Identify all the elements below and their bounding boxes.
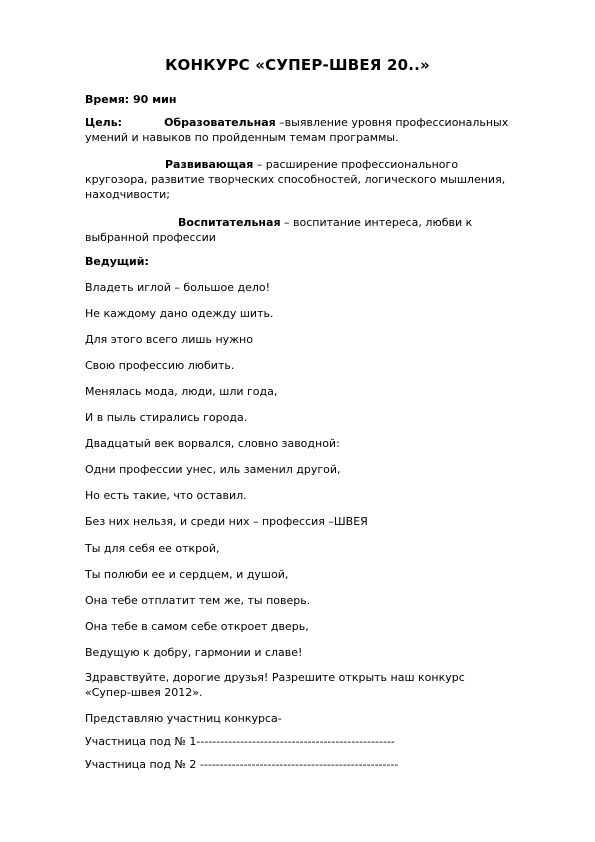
verse-line: Без них нельзя, и среди них – профессия –ШВЕЯ [85,515,368,528]
verse-line: Двадцатый век ворвался, словно заводной: [85,437,340,450]
verse-line: Для этого всего лишь нужно [85,333,253,346]
goal-developing-text3: находчивости; [85,188,170,201]
verse-line: Свою профессию любить. [85,359,235,372]
goal-educational-text: –выявление уровня профессиональных [275,116,509,129]
goal-upbringing-text: – воспитание интереса, любви к [280,216,473,229]
verse-line: Она тебе отплатит тем же, ты поверь. [85,594,311,607]
verse-line: Ты полюби ее и сердцем, и душой, [85,568,289,581]
time-label: Время: [85,93,130,106]
goal-developing-text2: кругозора, развитие творческих способностей, логического мышления, [85,173,506,186]
goal-educational-name: Образовательная [164,116,276,129]
page-title: КОНКУРС «СУПЕР-ШВЕЯ 20..» [165,56,430,74]
greeting-line1: Здравствуйте, дорогие друзья! Разрешите открыть наш конкурс [85,671,465,684]
verse-line: И в пыль стирались города. [85,411,248,424]
goal-educational-line [85,115,508,130]
goal-developing-line [165,157,458,172]
goal-developing-text: – расширение профессионального [253,158,459,171]
goal-label: Цель: [85,116,123,129]
intro-line: Представляю участниц конкурса- [85,712,282,725]
time-value: 90 мин [129,93,177,106]
goal-upbringing-name: Воспитательная [178,216,281,229]
goal-educational-text2: умений и навыков по пройденным темам программы. [85,131,399,144]
verse-line: Но есть такие, что оставил. [85,489,247,502]
verse-line: Ведущую к добру, гармонии и славе! [85,646,303,659]
verse-line: Она тебе в самом себе откроет дверь, [85,620,309,633]
goal-upbringing-text2: выбранной профессии [85,231,216,244]
time-line [85,92,176,107]
verse-line: Владеть иглой – большое дело! [85,281,271,294]
participant-line-1: Участница под № 1-------------------------------------------------- [85,735,395,748]
participant-line-2: Участница под № 2 -------------------------------------------------- [85,758,399,771]
host-label: Ведущий: [85,255,149,268]
verse-line: Одни профессии унес, иль заменил другой, [85,463,341,476]
greeting-line2: «Супер-швея 2012». [85,686,203,699]
verse-line: Менялась мода, люди, шли года, [85,385,278,398]
verse-line: Ты для себя ее открой, [85,542,220,555]
goal-developing-name: Развивающая [165,158,254,171]
goal-upbringing-line [178,215,472,230]
verse-line: Не каждому дано одежду шить. [85,307,274,320]
